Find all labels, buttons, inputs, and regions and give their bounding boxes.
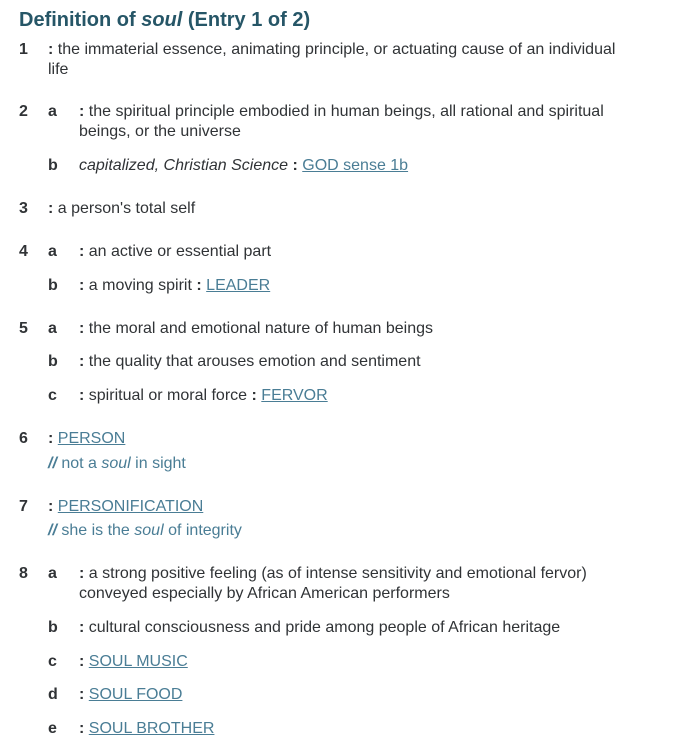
sense-4a-definition: : an active or essential part [79,243,272,260]
sense-letter-4b: b [48,277,58,294]
sense-number-7: 7 [19,498,28,515]
sense-number-8: 8 [19,565,28,582]
sense-5a-definition: : the moral and emotional nature of human beings [79,320,433,337]
sense-letter-5a: a [48,320,57,337]
sense-letter-8e: e [48,720,57,737]
xref-leader[interactable]: LEADER [206,277,271,294]
sense-8a-definition: : a strong positive feeling (as of intense sensitivity and emotional fervor) [79,565,587,582]
sense-8d-definition: : SOUL FOOD [79,686,183,703]
sense-number-1: 1 [19,41,28,58]
sense-letter-8d: d [48,686,58,703]
sense-2b-definition: capitalized, Christian Science : GOD sense 1b [79,157,409,174]
sense-number-6: 6 [19,430,28,447]
sense-letter-8c: c [48,653,57,670]
sense-letter-2a: a [48,103,57,120]
sense-letter-5c: c [48,387,57,404]
xref-fervor[interactable]: FERVOR [261,387,328,404]
sense-3-definition: : a person's total self [48,200,196,217]
sense-letter-8b: b [48,619,58,636]
sense-2a-definition: : the spiritual principle embodied in human beings, all rational and spiritual [79,103,604,120]
sense-2a-definition-cont: beings, or the universe [79,123,241,140]
sense-letter-2b: b [48,157,58,174]
sense-4b-definition: : a moving spirit : LEADER [79,277,271,294]
xref-soul-brother[interactable]: SOUL BROTHER [88,720,215,737]
xref-person[interactable]: PERSON [57,430,126,447]
sense-number-4: 4 [19,243,28,260]
sense-8a-definition-cont: conveyed especially by African American performers [79,585,450,602]
xref-soul-music[interactable]: SOUL MUSIC [88,653,188,670]
sense-number-3: 3 [19,200,28,217]
sense-8e-definition: : SOUL BROTHER [79,720,215,737]
sense-letter-8a: a [48,565,57,582]
sense-6-definition: : PERSON [48,430,126,447]
xref-soul-food[interactable]: SOUL FOOD [88,686,183,703]
sense-7-definition: : PERSONIFICATION [48,498,204,515]
sense-5b-definition: : the quality that arouses emotion and sentiment [79,353,421,370]
sense-number-2: 2 [19,103,28,120]
sense-1-definition: : the immaterial essence, animating principle, or actuating cause of an individual [48,41,616,58]
entry-title: Definition of soul (Entry 1 of 2) [19,9,311,31]
xref-personification[interactable]: PERSONIFICATION [57,498,204,515]
sense-letter-4a: a [48,243,57,260]
sense-8b-definition: : cultural consciousness and pride among people of African heritage [79,619,561,636]
sense-8c-definition: : SOUL MUSIC [79,653,188,670]
sense-1-definition-cont: life [48,61,69,78]
xref-god-sense-1b[interactable]: GOD sense 1b [302,157,409,174]
sense-6-example: // not a soul in sight [48,455,186,472]
sense-5c-definition: : spiritual or moral force : FERVOR [79,387,328,404]
sense-7-example: // she is the soul of integrity [48,522,242,539]
sense-letter-5b: b [48,353,58,370]
sense-number-5: 5 [19,320,28,337]
